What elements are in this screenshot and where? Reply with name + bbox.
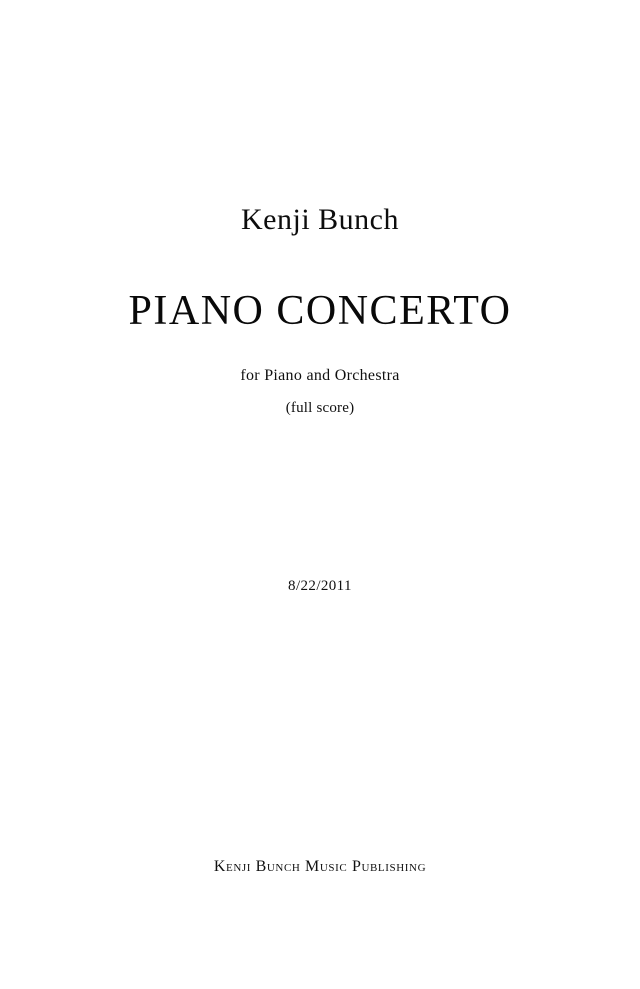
page-title: PIANO CONCERTO [128,288,512,334]
instrumentation-subtitle: for Piano and Orchestra [240,367,400,384]
composition-date: 8/22/2011 [288,578,352,594]
score-type-label: (full score) [285,400,355,416]
publisher-name: Kenji Bunch Music Publishing [213,858,427,875]
composer-name: Kenji Bunch [241,203,399,236]
